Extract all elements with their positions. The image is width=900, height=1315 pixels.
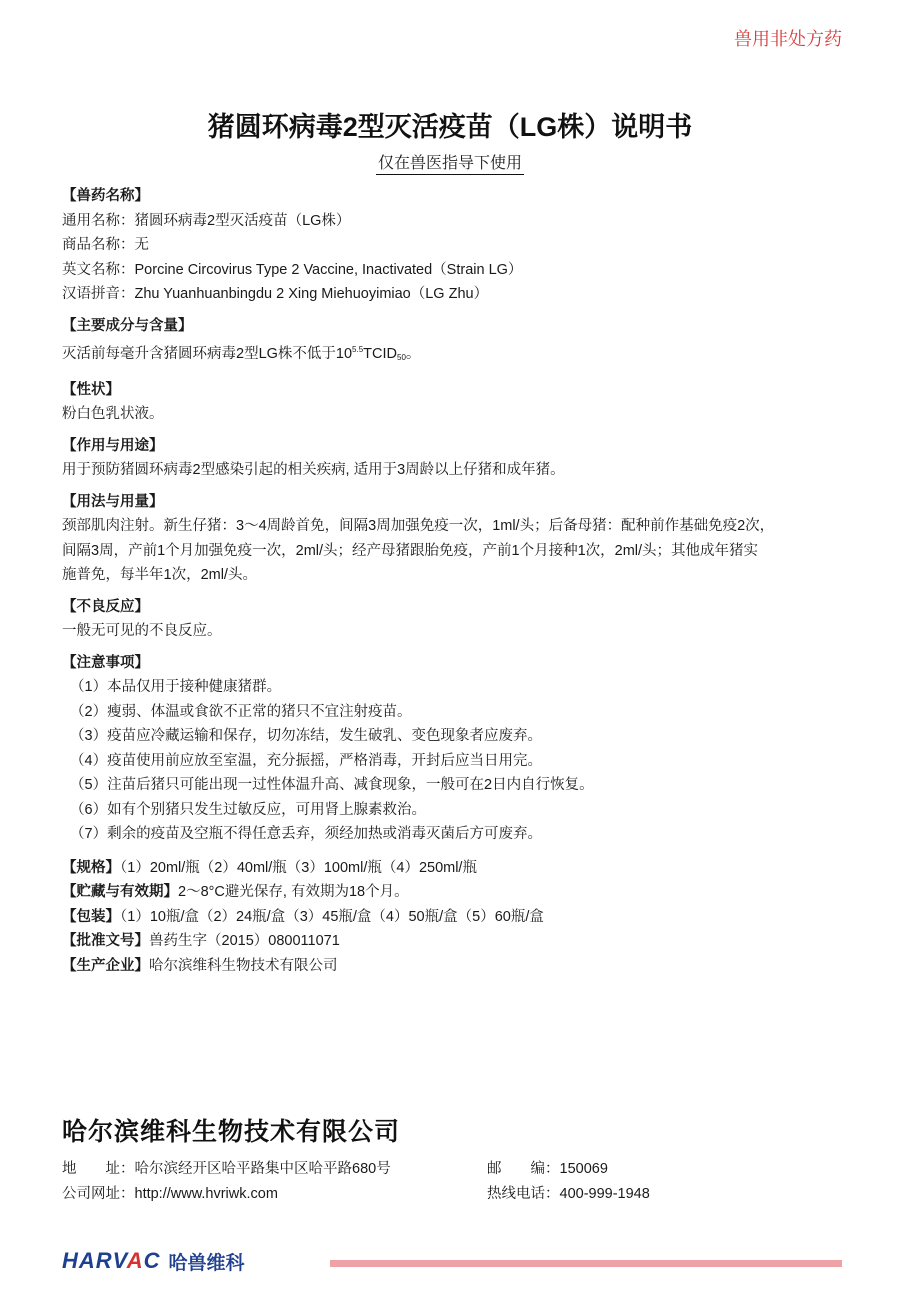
logo-wordmark: HARVAC [62, 1248, 161, 1273]
note-item: （3）疫苗应冷藏运输和保存，切勿冻结，发生破乳、变色现象者应废弃。 [70, 728, 543, 744]
harvac-logo [62, 1248, 245, 1274]
note-item: （2）瘦弱、体温或食欲不正常的猪只不宜注射疫苗。 [70, 703, 412, 720]
manufacturer-row: 【生产企业】哈尔滨维科生物技术有限公司 [62, 957, 338, 974]
document-subtitle: 仅在兽医指导下使用 [0, 150, 900, 173]
otc-label: 兽用非处方药 [734, 29, 842, 50]
notes-list [62, 675, 862, 847]
instructions-body [62, 184, 862, 978]
package-row: 【包装】（1）10瓶/盒（2）24瓶/盒（3）45瓶/盒（4）50瓶/盒（5）60瓶/盒 [62, 908, 544, 925]
section-heading-appearance: 【性状】 [62, 381, 120, 398]
adverse-text: 一般无可见的不良反应。 [62, 623, 222, 639]
section-heading-dosage: 【用法与用量】 [62, 493, 164, 510]
dosage-line: 颈部肌肉注射。新生仔猪：3～4周龄首免，间隔3周加强免疫一次，1ml/头；后备母猪：配种前作基础免疫2次， [62, 518, 775, 534]
section-heading-adverse: 【不良反应】 [62, 598, 149, 615]
ingredients-text: 灭活前每毫升含猪圆环病毒2型LG株不低于$10^{5.5}TCID_{50}$。 [62, 345, 421, 362]
section-heading-ingredients: 【主要成分与含量】 [62, 317, 193, 334]
approval-row: 【批准文号】兽药生字（2015）080011071 [62, 933, 340, 949]
logo-chinese-name: 哈兽维科 [168, 1252, 245, 1274]
name-line: 商品名称：无 [62, 237, 149, 253]
section-heading-name: 【兽药名称】 [62, 188, 149, 204]
note-item: （4）疫苗使用前应放至室温，充分振摇，严格消毒，开封后应当日用完。 [70, 752, 543, 769]
appearance-text: 粉白色乳状液。 [62, 406, 164, 422]
postcode: 邮 编：150069 [487, 1161, 608, 1177]
spec-block [62, 856, 862, 979]
section-heading-use: 【作用与用途】 [62, 437, 164, 454]
hotline: 热线电话：400-999-1948 [487, 1186, 650, 1202]
note-item: （7）剩余的疫苗及空瓶不得任意丢弃，须经加热或消毒灭菌后方可废弃。 [70, 826, 543, 842]
storage-row: 【贮藏与有效期】2～8°C避光保存, 有效期为18个月。 [62, 884, 409, 900]
spec-row: 【规格】（1）20ml/瓶（2）40ml/瓶（3）100ml/瓶（4）250ml/瓶 [62, 859, 477, 876]
note-item: （1）本品仅用于接种健康猪群。 [70, 679, 282, 695]
use-text: 用于预防猪圆环病毒2型感染引起的相关疾病, 适用于3周龄以上仔猪和成年猪。 [62, 462, 565, 478]
dosage-line: 施普免，每半年1次，2ml/头。 [62, 567, 257, 583]
section-heading-notes: 【注意事项】 [62, 654, 149, 671]
footer-company-name: 哈尔滨维科生物技术有限公司 [62, 1118, 401, 1146]
document-title: 猪圆环病毒2型灭活疫苗（LG株）说明书 [207, 112, 693, 142]
name-line: 汉语拼音：Zhu Yuanhuanbingdu 2 Xing Miehuoyimiao（LG Zhu） [62, 286, 489, 302]
footer-accent-bar [330, 1260, 842, 1267]
address: 地 址：哈尔滨经开区哈平路集中区哈平路680号 [62, 1161, 391, 1177]
name-line: 通用名称：猪圆环病毒2型灭活疫苗（LG株） [62, 212, 351, 229]
note-item: （6）如有个别猪只发生过敏反应，可用肾上腺素救治。 [70, 801, 427, 818]
dosage-line: 间隔3周，产前1个月加强免疫一次，2ml/头；经产母猪跟胎免疫，产前1个月接种1次，2ml/头；其他成年猪实 [62, 542, 759, 559]
name-line: 英文名称：Porcine Circovirus Type 2 Vaccine, Inactivated（Strain LG） [62, 261, 523, 278]
note-item: （5）注苗后猪只可能出现一过性体温升高、减食现象，一般可在2日内自行恢复。 [70, 777, 594, 793]
website: 公司网址：http://www.hvriwk.com [62, 1186, 278, 1202]
